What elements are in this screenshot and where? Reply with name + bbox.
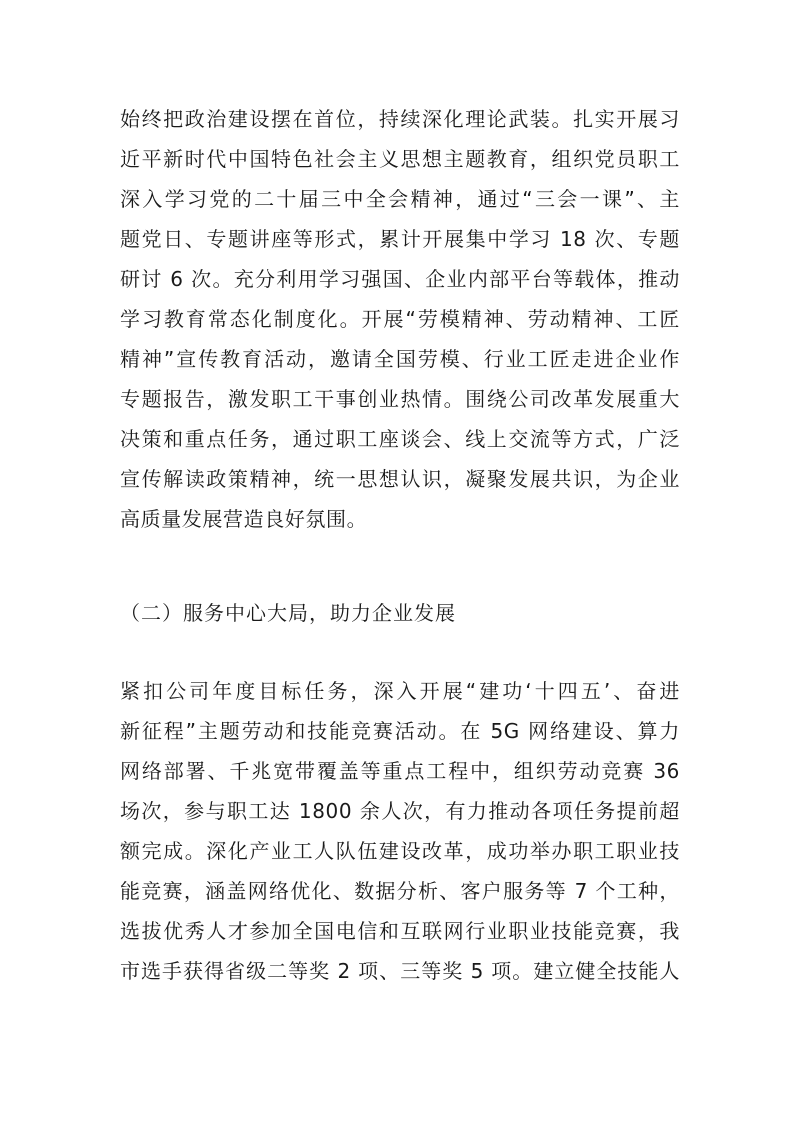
text-line: 额完成。深化产业工人队伍建设改革，成功举办职工职业技 — [120, 839, 680, 863]
text-line: 精神”宣传教育活动，邀请全国劳模、行业工匠走进企业作 — [120, 347, 680, 371]
text-line: 新征程”主题劳动和技能竞赛活动。在 5G 网络建设、算力 — [120, 719, 680, 743]
text-line: 决策和重点任务，通过职工座谈会、线上交流等方式，广泛 — [120, 427, 680, 451]
text-line: 能竞赛，涵盖网络优化、数据分析、客户服务等 7 个工种， — [120, 879, 680, 903]
text-line: 学习教育常态化制度化。开展“劳模精神、劳动精神、工匠 — [120, 307, 680, 331]
text-line: 近平新时代中国特色社会主义思想主题教育，组织党员职工 — [120, 147, 680, 171]
text-line: 网络部署、千兆宽带覆盖等重点工程中，组织劳动竞赛 36 — [120, 759, 680, 783]
text-line: 研讨 6 次。充分利用学习强国、企业内部平台等载体，推动 — [120, 267, 680, 291]
text-line: 专题报告，激发职工干事创业热情。围绕公司改革发展重大 — [120, 387, 680, 411]
text-line: 紧扣公司年度目标任务，深入开展“建功‘十四五’、奋进 — [120, 679, 680, 703]
text-line: 场次，参与职工达 1800 余人次，有力推动各项任务提前超 — [120, 799, 680, 823]
section-heading: （二）服务中心大局，助力企业发展 — [120, 601, 456, 625]
text-line: 市选手获得省级二等奖 2 项、三等奖 5 项。建立健全技能人 — [120, 959, 680, 983]
text-line: 始终把政治建设摆在首位，持续深化理论武装。扎实开展习 — [120, 107, 680, 131]
text-line: 深入学习党的二十届三中全会精神，通过“三会一课”、主 — [120, 187, 680, 211]
text-line: 题党日、专题讲座等形式，累计开展集中学习 18 次、专题 — [120, 227, 680, 251]
text-line: 选拔优秀人才参加全国电信和互联网行业职业技能竞赛，我 — [120, 919, 680, 943]
text-line: 高质量发展营造良好氛围。 — [120, 507, 368, 531]
text-line: 宣传解读政策精神，统一思想认识，凝聚发展共识，为企业 — [120, 467, 680, 491]
